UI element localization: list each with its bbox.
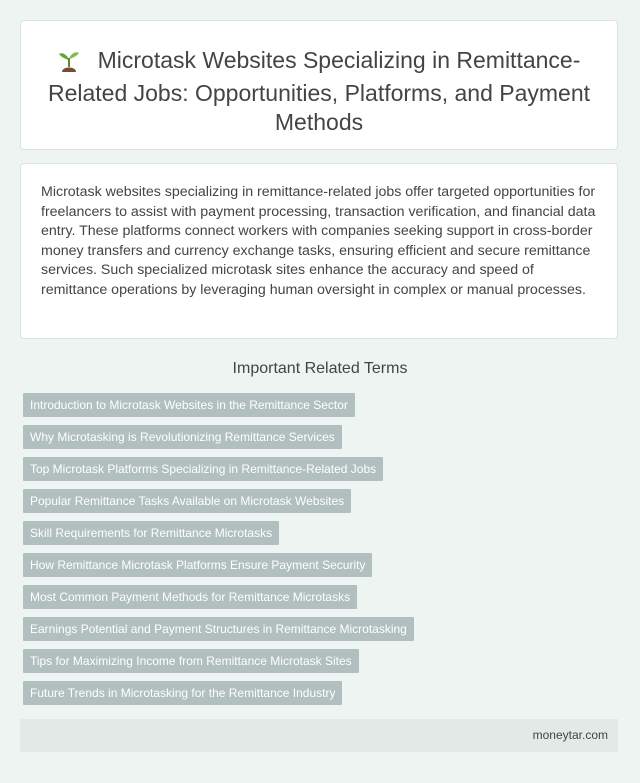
page-title: Microtask Websites Specializing in Remittance-Related Jobs: Opportunities, Platforms, and Payment Methods [47, 47, 591, 135]
intro-card [20, 163, 618, 339]
term-tag[interactable]: How Remittance Microtask Platforms Ensure Payment Security [23, 553, 372, 577]
footer [20, 719, 618, 752]
term-tag[interactable]: Top Microtask Platforms Specializing in Remittance-Related Jobs [23, 457, 383, 481]
seedling-icon [58, 48, 80, 79]
term-tag[interactable]: Introduction to Microtask Websites in the Remittance Sector [23, 393, 355, 417]
term-tag[interactable]: Tips for Maximizing Income from Remittance Microtask Sites [23, 649, 359, 673]
related-terms-heading: Important Related Terms [232, 360, 408, 377]
title-card [20, 20, 618, 150]
term-tag[interactable]: Popular Remittance Tasks Available on Microtask Websites [23, 489, 351, 513]
term-tag[interactable]: Future Trends in Microtasking for the Remittance Industry [23, 681, 342, 705]
intro-paragraph: Microtask websites specializing in remittance-related jobs offer targeted opportunities for freelancers to assist with payment processing, transaction verification, and financial data entry. These platforms connect workers with companies seeking support in cross-border money transfers and currency exchange tasks, ensuring efficient and secure remittance services. Such specialized microtask sites enhance the accuracy and speed of remittance operations by leveraging human oversight in complex or manual processes. [41, 184, 596, 298]
term-tag[interactable]: Earnings Potential and Payment Structures in Remittance Microtasking [23, 617, 414, 641]
term-tag[interactable]: Skill Requirements for Remittance Microtasks [23, 521, 279, 545]
related-terms-list [23, 393, 613, 713]
term-tag[interactable]: Most Common Payment Methods for Remittance Microtasks [23, 585, 357, 609]
page-title-block [41, 46, 597, 137]
term-tag[interactable]: Why Microtasking is Revolutionizing Remittance Services [23, 425, 342, 449]
footer-site-link[interactable]: moneytar.com [532, 728, 608, 742]
